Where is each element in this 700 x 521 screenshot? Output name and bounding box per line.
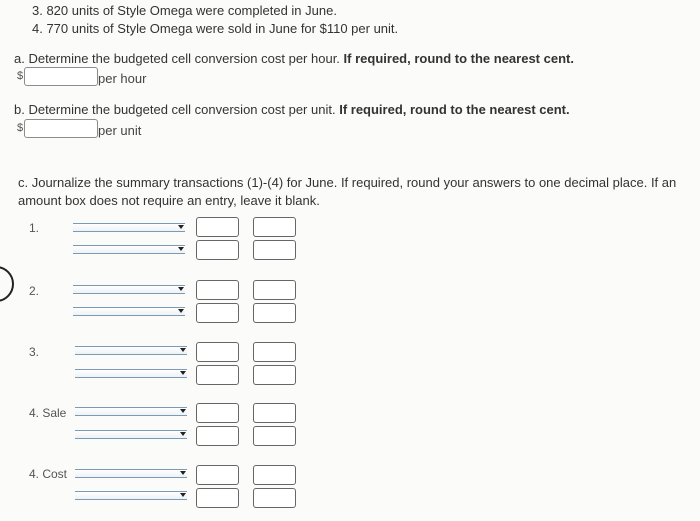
entry-label: 2. [29, 284, 40, 298]
question-b-text: b. Determine the budgeted cell conversion cost per unit. [14, 102, 336, 117]
chevron-down-icon [180, 348, 186, 352]
entry-label: 3. [29, 345, 40, 359]
circle-marker-icon [0, 266, 14, 302]
question-a [14, 51, 574, 66]
debit-input[interactable] [196, 403, 239, 423]
account-dropdown[interactable] [75, 369, 187, 378]
chevron-down-icon [180, 471, 186, 475]
credit-input[interactable] [253, 342, 296, 362]
entry-label: 4. Cost [29, 467, 68, 481]
given-line-3: 3. 820 units of Style Omega were completed in June. [32, 3, 337, 18]
credit-input[interactable] [253, 426, 296, 446]
account-dropdown[interactable] [75, 346, 187, 355]
question-b-instruction: If required, round to the nearest cent. [339, 102, 570, 117]
question-a-instruction: If required, round to the nearest cent. [343, 51, 574, 66]
chevron-down-icon [178, 225, 184, 229]
debit-input[interactable] [196, 488, 239, 508]
debit-input[interactable] [196, 342, 239, 362]
entry-label: 1. [29, 221, 40, 235]
debit-input[interactable] [196, 303, 239, 323]
debit-input[interactable] [196, 280, 239, 300]
credit-input[interactable] [253, 280, 296, 300]
credit-input[interactable] [253, 217, 296, 237]
credit-input[interactable] [253, 365, 296, 385]
account-dropdown[interactable] [75, 491, 187, 500]
account-dropdown[interactable] [73, 307, 185, 316]
cost-per-unit-input[interactable] [24, 119, 98, 138]
chevron-down-icon [180, 371, 186, 375]
credit-input[interactable] [253, 403, 296, 423]
account-dropdown[interactable] [75, 407, 187, 416]
debit-input[interactable] [196, 465, 239, 485]
question-c-line1: c. Journalize the summary transactions (1)-(4) for June. If required, round your answers to one decimal place. If an [18, 175, 677, 190]
credit-input[interactable] [253, 465, 296, 485]
chevron-down-icon [178, 309, 184, 313]
debit-input[interactable] [196, 426, 239, 446]
cost-per-hour-input[interactable] [24, 67, 98, 86]
account-dropdown[interactable] [75, 430, 187, 439]
chevron-down-icon [180, 432, 186, 436]
account-dropdown[interactable] [73, 245, 185, 254]
credit-input[interactable] [253, 240, 296, 260]
debit-input[interactable] [196, 240, 239, 260]
question-a-text: a. Determine the budgeted cell conversion cost per hour. [14, 51, 340, 66]
account-dropdown[interactable] [73, 223, 185, 232]
chevron-down-icon [178, 287, 184, 291]
account-dropdown[interactable] [73, 285, 185, 294]
debit-input[interactable] [196, 365, 239, 385]
chevron-down-icon [180, 409, 186, 413]
question-c-line2: amount box does not require an entry, leave it blank. [18, 193, 320, 208]
entry-label: 4. Sale [29, 406, 67, 420]
credit-input[interactable] [253, 303, 296, 323]
chevron-down-icon [178, 247, 184, 251]
question-b [14, 102, 570, 117]
currency-symbol-a: $ [17, 70, 24, 82]
account-dropdown[interactable] [75, 469, 187, 478]
given-line-4: 4. 770 units of Style Omega were sold in June for $110 per unit. [32, 21, 399, 36]
currency-symbol-b: $ [17, 122, 24, 134]
credit-input[interactable] [253, 488, 296, 508]
unit-label-b: per unit [98, 123, 142, 138]
unit-label-a: per hour [98, 71, 147, 86]
debit-input[interactable] [196, 217, 239, 237]
chevron-down-icon [180, 493, 186, 497]
